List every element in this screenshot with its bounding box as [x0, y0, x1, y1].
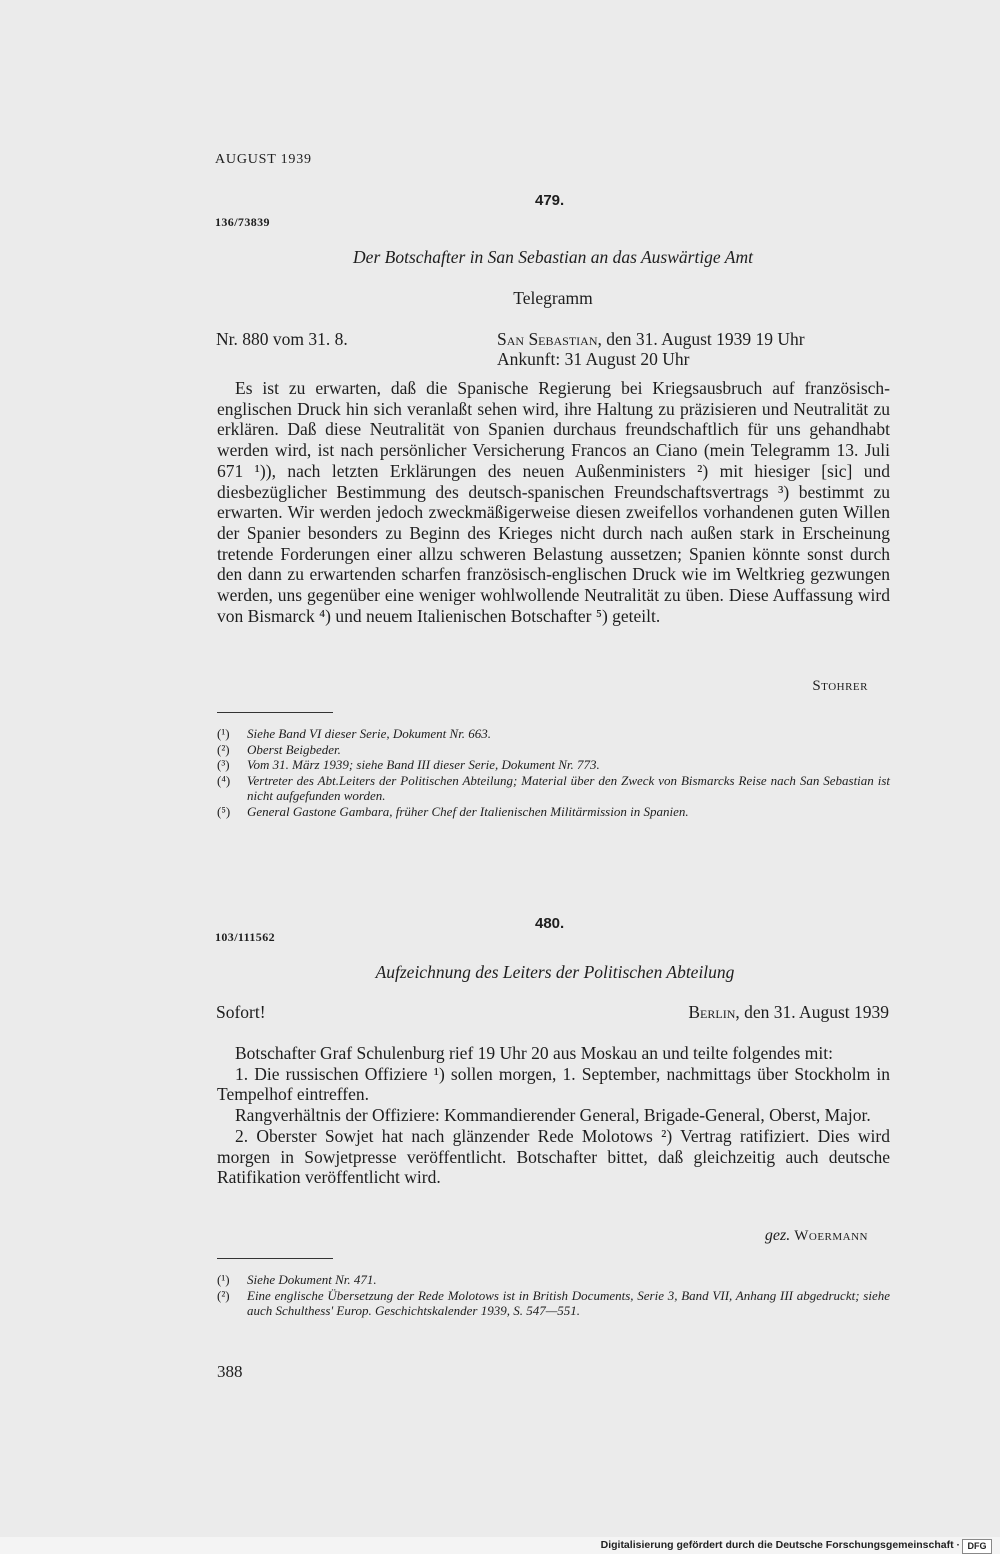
doc479-title: Der Botschafter in San Sebastian an das Auswärtige Amt — [353, 247, 753, 267]
doc480-number: 480. — [535, 915, 565, 932]
doc479-file-ref: 136/73839 — [215, 215, 270, 229]
footer-credit: Digitalisierung gefördert durch die Deutsche Forschungsgemeinschaft · — [600, 1539, 960, 1551]
doc479-signature: Stohrer — [812, 678, 868, 694]
doc480-dateline — [688, 1002, 889, 1023]
doc479-body — [217, 378, 890, 626]
footnote-divider — [217, 1258, 333, 1259]
doc480-paragraph: Rangverhältnis der Offiziere: Kommandierender General, Brigade-General, Oberst, Major. — [235, 1105, 871, 1126]
doc479-type: Telegramm — [513, 288, 593, 308]
doc479-dateline — [497, 329, 805, 350]
footnote: (⁴) Vertreter des Abt.Leiters der Politischen Abteilung; Material über den Zweck von Bismarcks Reise nach San Sebastian ist nicht aufgefunden worden. — [217, 772, 890, 803]
footnote: (⁵) General Gastone Gambara, früher Chef der Italienischen Militärmission in Spanien. — [217, 803, 689, 819]
footnote: (¹) Siehe Band VI dieser Serie, Dokument Nr. 663. — [217, 726, 492, 741]
doc480-date: , den 31. August 1939 — [735, 1002, 889, 1022]
doc480-body — [217, 1043, 890, 1188]
doc479-number: 479. — [535, 192, 565, 209]
doc479-date: , den 31. August 1939 19 Uhr — [597, 329, 805, 349]
doc480-footnotes — [217, 1272, 890, 1319]
doc479-footnotes — [217, 726, 890, 819]
footnote: (¹) Siehe Dokument Nr. 471. — [217, 1272, 377, 1287]
doc480-signature: Woermann — [794, 1228, 868, 1244]
signature-prefix: gez. — [764, 1227, 791, 1244]
doc480-signature-line — [765, 1227, 868, 1245]
doc480-paragraph: Botschafter Graf Schulenburg rief 19 Uhr 20 aus Moskau an und teilte folgendes mit: — [235, 1043, 833, 1063]
doc479-nr: Nr. 880 vom 31. 8. — [216, 329, 348, 349]
doc479-paragraph: Es ist zu erwarten, daß die Spanische Regierung bei Kriegsausbruch auf französisch-englischen Druck hin sich veranlaßt sehen wird, ihre Haltung zu präzisieren und Neutralität zu erklären. Daß diese Neutralität von Spanien durchaus freundschaftlich für uns gehandhabt werden wird, ist nach persönlicher Versicherung Francos an Ciano (mein Telegramm 13. Juli 671 ¹)), nach letzten Erklärungen des neuen Außenministers ²) mit hiesiger [sic] und diesbezüglicher Bestimmung des deutsch-spanischen Freundschaftsvertrags ³) bestimmt zu erwarten. Wir werden jedoch zweckmäßigerweise diesen zweifellos vorhandenen guten Willen der Spanier besonders zu Beginn des Krieges nicht durch nach außen stark in Erscheinung tretende Forderungen einer allzu schweren Belastung aussetzen; Spanien könnte sonst durch den dann zu erwartenden scharfen französisch-englischen Druck wie im Weltkrieg gezwungen werden, uns gegenüber eine weniger wohlwollende Neutralität zu üben. Diese Auffassung wird von Bismarck ⁴) und neuem Italienischen Botschafter ⁵) geteilt. — [217, 378, 890, 626]
doc479-arrival: Ankunft: 31 August 20 Uhr — [497, 349, 690, 369]
footnote-divider — [217, 712, 333, 713]
doc480-file-ref: 103/111562 — [215, 930, 276, 944]
footnote: (²) Oberst Beigbeder. — [217, 741, 341, 757]
doc479-place: San Sebastian — [497, 329, 598, 349]
running-header: AUGUST 1939 — [215, 152, 312, 167]
doc480-urgency: Sofort! — [216, 1002, 266, 1022]
doc480-paragraph: 2. Oberster Sowjet hat nach glänzender Rede Molotows ²) Vertrag ratifiziert. Dies wird morgen in Sowjetpresse veröffentlicht. Botschafter bittet, daß gleichzeitig auch deutsche Ratifikation veröffentlicht wird. — [217, 1125, 890, 1188]
doc480-title: Aufzeichnung des Leiters der Politischen Abteilung — [375, 962, 735, 982]
footnote: (³) Vom 31. März 1939; siehe Band III dieser Serie, Dokument Nr. 773. — [217, 757, 600, 772]
doc480-paragraph: 1. Die russischen Offiziere ¹) sollen morgen, 1. September, nachmittags über Stockholm in Tempelhof eintreffen. — [217, 1063, 890, 1105]
footnote: (²) Eine englische Übersetzung der Rede Molotows ist in British Documents, Serie 3, Band VII, Anhang III abgedruckt; siehe auch Schulthess' Europ. Geschichtskalender 1939, S. 547—551. — [217, 1287, 890, 1318]
dfg-logo: DFG — [962, 1539, 992, 1554]
doc480-place: Berlin — [688, 1002, 736, 1022]
page-number: 388 — [217, 1362, 243, 1381]
